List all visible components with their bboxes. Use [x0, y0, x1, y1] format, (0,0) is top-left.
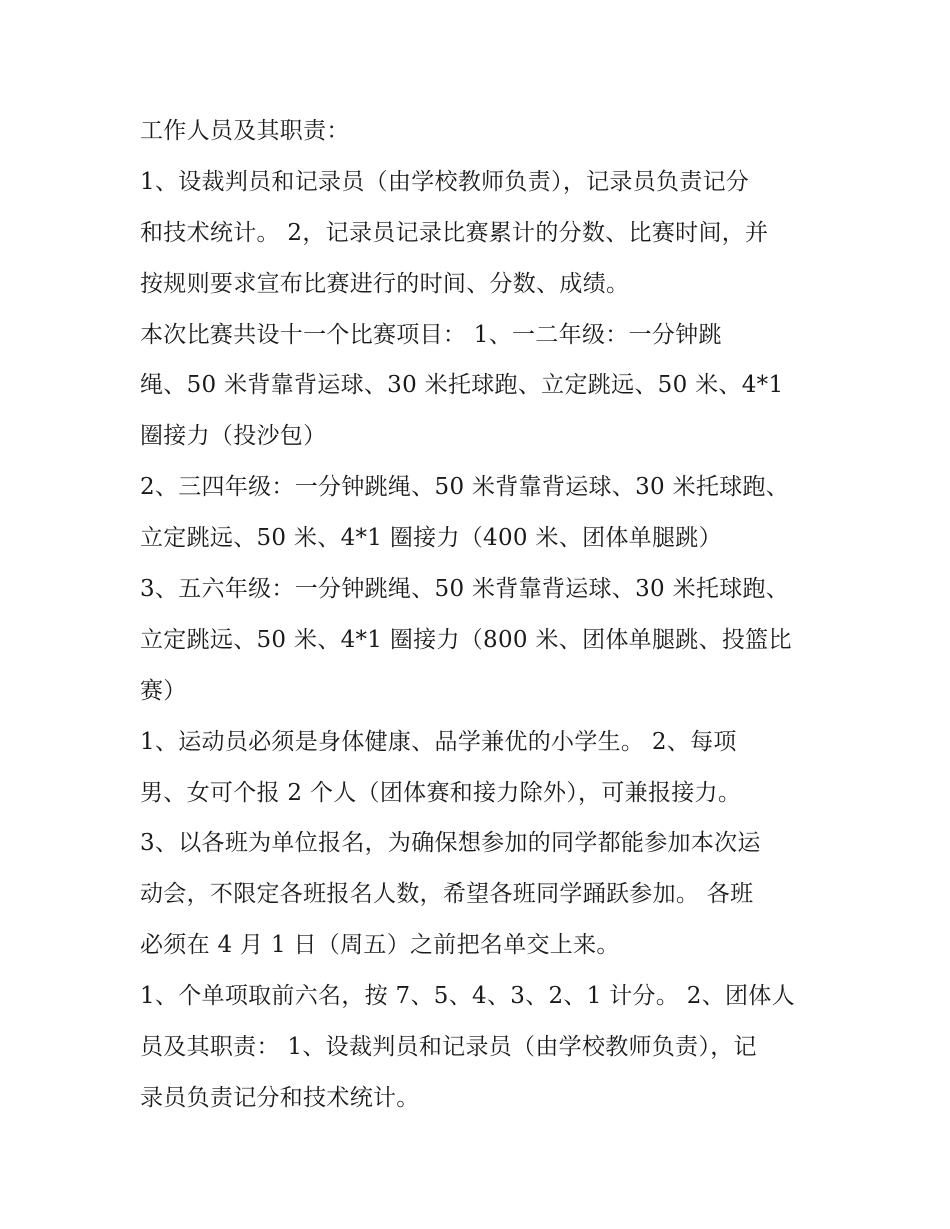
document-body: [140, 106, 810, 1124]
text-line: 按规则要求宣布比赛进行的时间、分数、成绩。: [140, 270, 630, 297]
text-line: 1、设裁判员和记录员（由学校教师负责），记录员负责记分: [140, 168, 750, 195]
text-line: 圈接力（投沙包）: [140, 423, 327, 450]
text-line: 赛）: [140, 677, 187, 704]
text-line: 动会，不限定各班报名人数，希望各班同学踊跃参加。 各班: [140, 881, 754, 908]
text-line: 和技术统计。 2，记录员记录比赛累计的分数、比赛时间，并: [140, 219, 769, 246]
text-line: 2、三四年级：一分钟跳绳、50 米背靠背运球、30 米托球跑、: [140, 474, 790, 501]
text-line: 必须在 4 月 1 日（周五）之前把名单交上来。: [140, 932, 620, 959]
text-line: 男、女可个报 2 个人（团体赛和接力除外），可兼报接力。: [140, 779, 742, 806]
text-line: 1、个单项取前六名，按 7、5、4、3、2、1 计分。 2、团体人: [140, 983, 795, 1010]
text-line: 立定跳远、50 米、4*1 圈接力（400 米、团体单腿跳）: [140, 525, 722, 552]
text-line: 1、运动员必须是身体健康、品学兼优的小学生。 2、每项: [140, 728, 737, 755]
text-line: 录员负责记分和技术统计。: [140, 1084, 420, 1111]
text-line: 3、以各班为单位报名，为确保想参加的同学都能参加本次运: [140, 830, 761, 857]
text-line: 绳、50 米背靠背运球、30 米托球跑、立定跳远、50 米、4*1: [140, 372, 784, 399]
text-line: 3、五六年级：一分钟跳绳、50 米背靠背运球、30 米托球跑、: [140, 576, 790, 603]
text-line: 本次比赛共设十一个比赛项目： 1、一二年级：一分钟跳: [140, 321, 722, 348]
text-line: 工作人员及其职责：: [140, 118, 350, 144]
text-line: 员及其职责： 1、设裁判员和记录员（由学校教师负责），记: [140, 1034, 757, 1061]
text-line: 立定跳远、50 米、4*1 圈接力（800 米、团体单腿跳、投篮比: [140, 626, 792, 653]
